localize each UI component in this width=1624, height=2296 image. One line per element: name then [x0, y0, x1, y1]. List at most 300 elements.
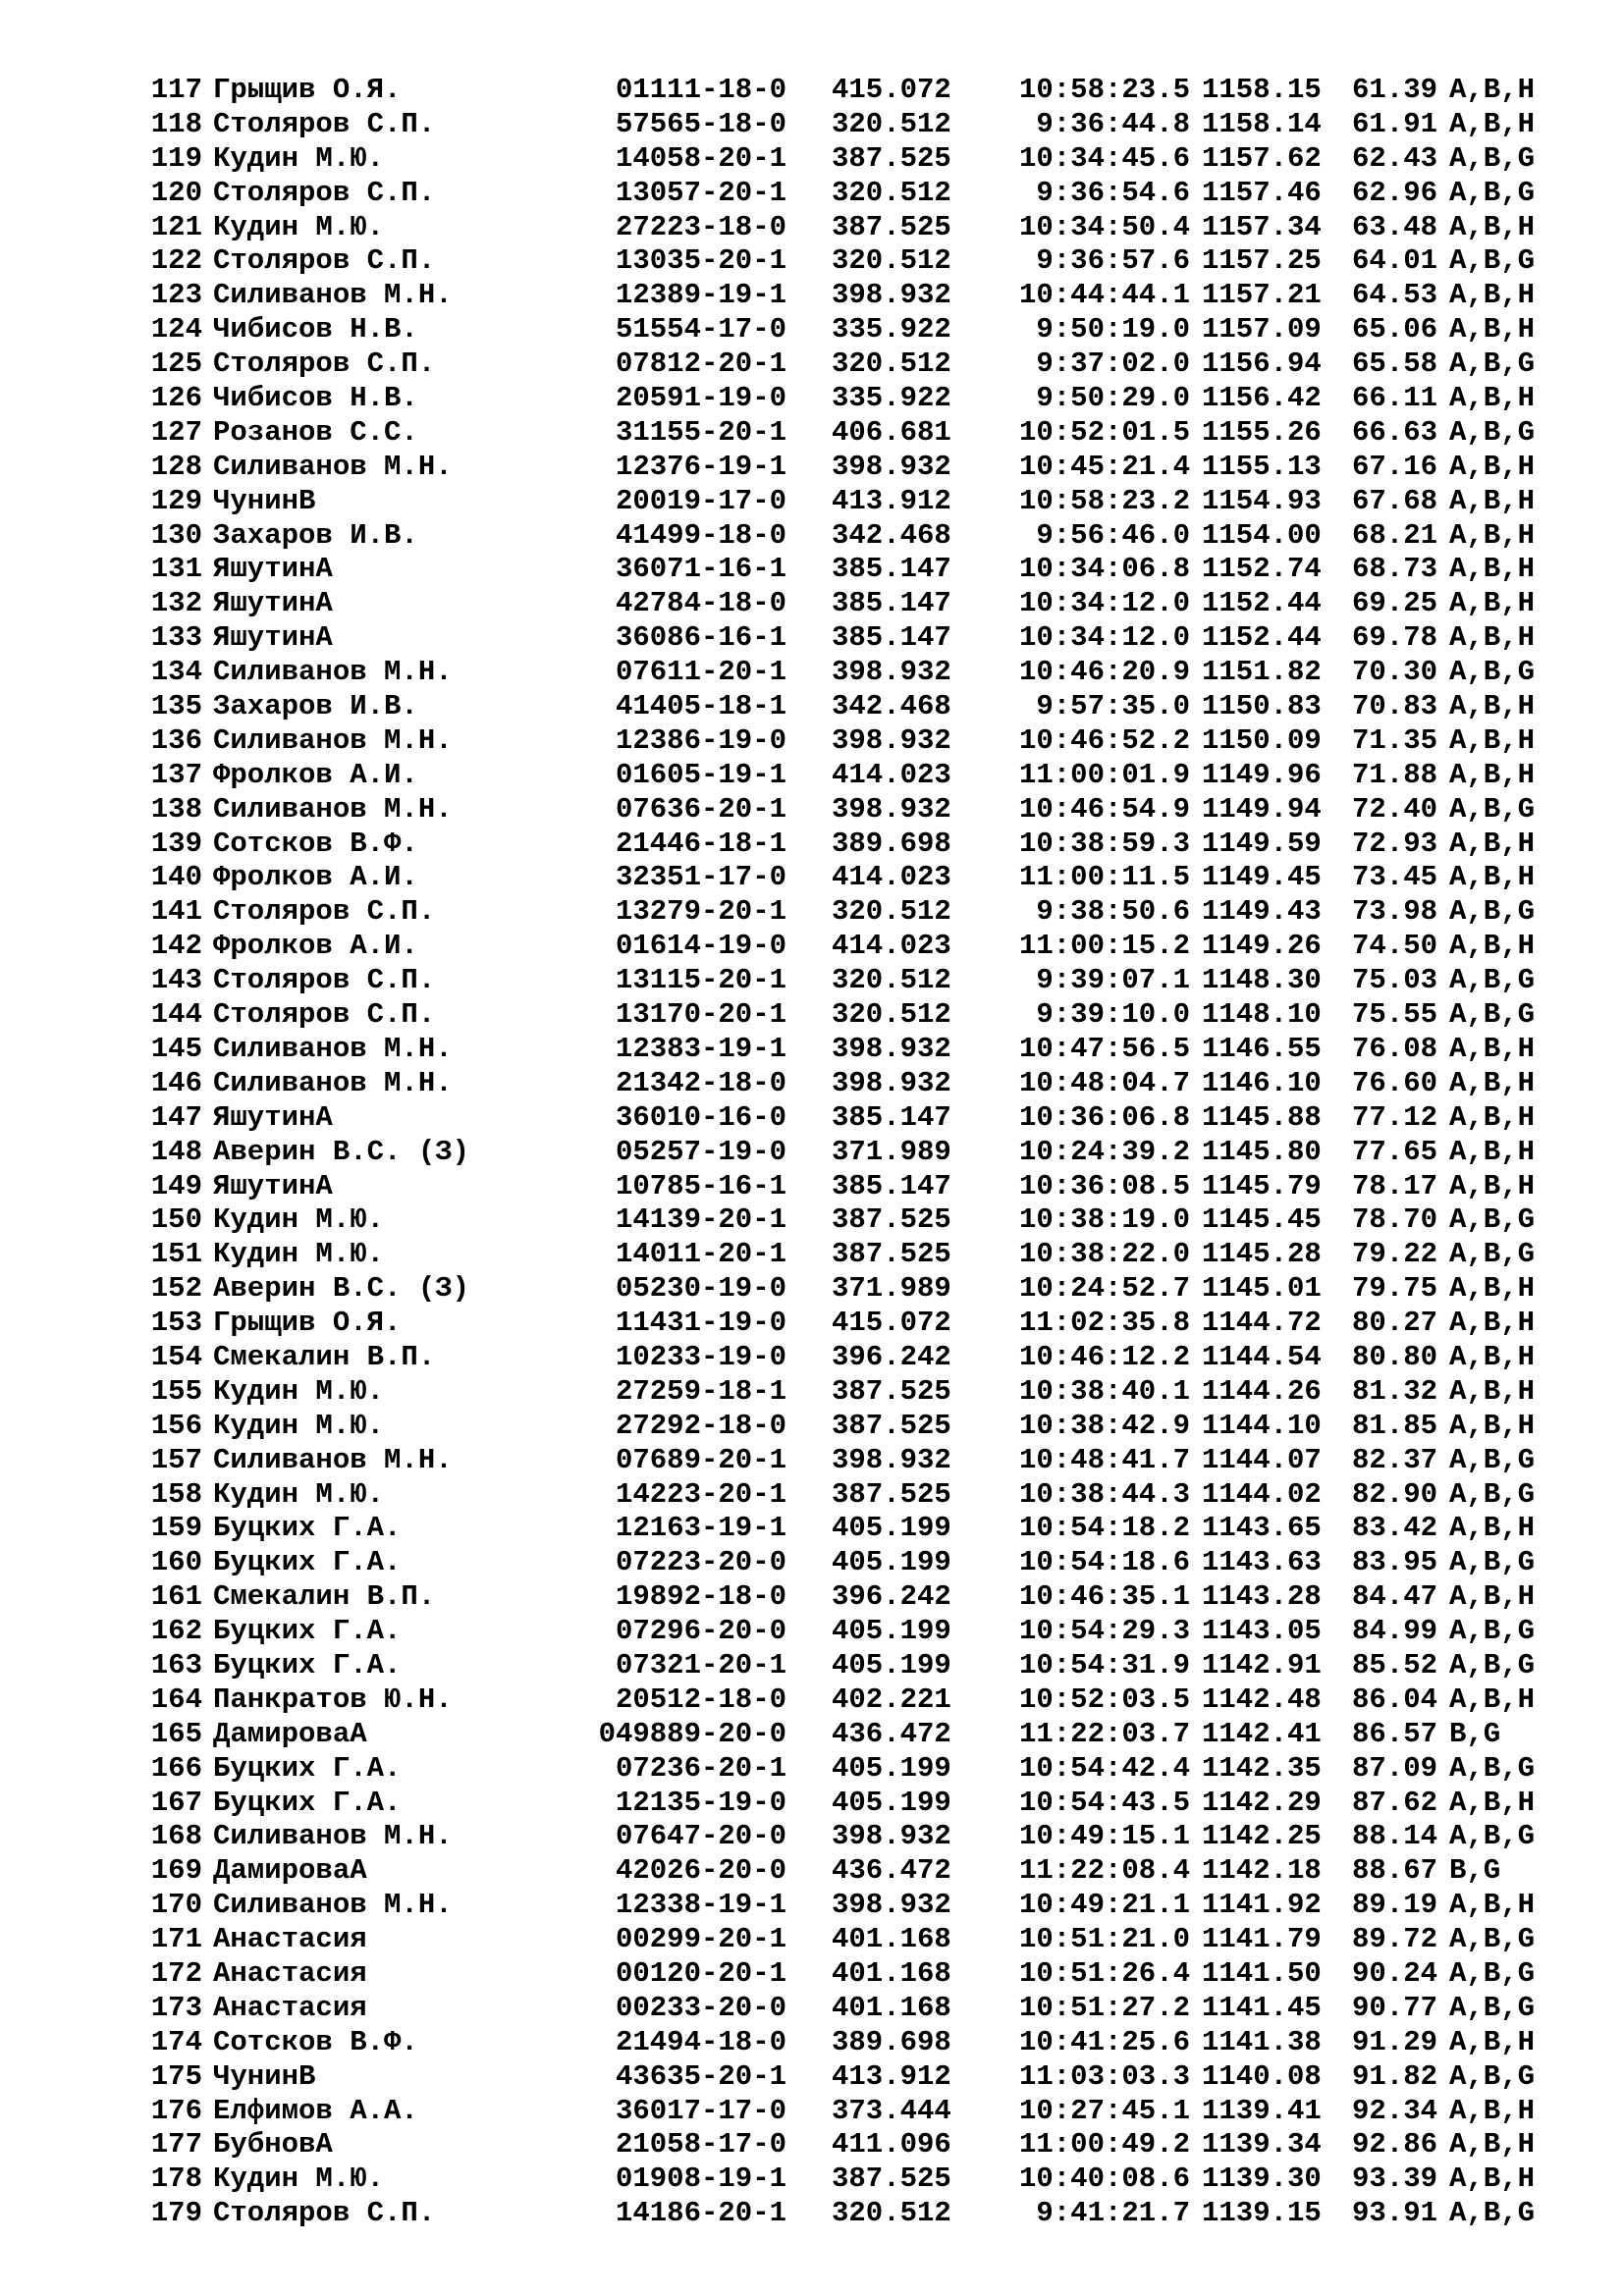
speed-cell: 1141.50: [1202, 1956, 1322, 1990]
name-cell: ЧунинВ: [213, 2059, 316, 2093]
name-cell: Кудин М.Ю.: [213, 210, 385, 243]
time-cell: 10:41:25.6: [1018, 2025, 1190, 2058]
time-cell: 9:57:35.0: [1036, 690, 1190, 723]
position-cell: 133: [150, 621, 202, 655]
coefficient-cell: 67.68: [1351, 484, 1437, 517]
coefficient-cell: 65.06: [1351, 313, 1437, 347]
ring-cell: 10233-19-0: [615, 1340, 786, 1373]
time-cell: 10:51:21.0: [1018, 1923, 1190, 1956]
time-cell: 10:46:20.9: [1018, 656, 1190, 689]
category-cell: A,B,H: [1449, 210, 1536, 243]
category-cell: A,B,G: [1449, 1991, 1536, 2024]
ring-cell: 11431-19-0: [615, 1307, 786, 1340]
name-cell: ЯшутинА: [213, 553, 333, 586]
category-cell: A,B,G: [1449, 792, 1536, 826]
category-cell: A,B,G: [1449, 176, 1536, 209]
time-cell: 10:38:40.1: [1018, 1374, 1190, 1408]
coefficient-cell: 92.86: [1351, 2128, 1437, 2162]
speed-cell: 1145.45: [1202, 1203, 1322, 1237]
ring-cell: 12163-19-1: [615, 1512, 786, 1545]
position-cell: 176: [150, 2094, 202, 2127]
ring-cell: 13035-20-1: [615, 244, 786, 278]
name-cell: Столяров С.П.: [213, 244, 436, 278]
position-cell: 118: [150, 107, 202, 140]
distance-cell: 414.023: [832, 758, 951, 791]
time-cell: 10:38:42.9: [1018, 1409, 1190, 1442]
coefficient-cell: 61.39: [1351, 74, 1437, 106]
ring-cell: 19892-18-0: [615, 1580, 786, 1614]
name-cell: Кудин М.Ю.: [213, 1409, 385, 1442]
speed-cell: 1152.44: [1202, 621, 1322, 655]
category-cell: A,B,G: [1449, 1820, 1536, 1853]
coefficient-cell: 90.77: [1351, 1991, 1437, 2024]
name-cell: Анастасия: [213, 1991, 367, 2024]
position-cell: 124: [150, 313, 202, 347]
ring-cell: 049889-20-0: [598, 1717, 786, 1750]
coefficient-cell: 92.34: [1351, 2094, 1437, 2127]
category-cell: A,B,H: [1449, 2025, 1536, 2058]
speed-cell: 1141.45: [1202, 1991, 1322, 2024]
coefficient-cell: 78.17: [1351, 1169, 1437, 1202]
position-cell: 129: [150, 484, 202, 517]
position-cell: 160: [150, 1546, 202, 1579]
name-cell: Фролков А.И.: [213, 758, 418, 791]
distance-cell: 389.698: [832, 2025, 951, 2058]
ring-cell: 10785-16-1: [615, 1169, 786, 1202]
speed-cell: 1157.46: [1202, 176, 1322, 209]
time-cell: 10:27:45.1: [1018, 2094, 1190, 2127]
distance-cell: 398.932: [832, 723, 951, 757]
coefficient-cell: 88.67: [1351, 1854, 1437, 1888]
speed-cell: 1155.26: [1202, 415, 1322, 449]
category-cell: A,B,H: [1449, 1409, 1536, 1442]
speed-cell: 1158.14: [1202, 107, 1322, 140]
time-cell: 10:38:59.3: [1018, 827, 1190, 860]
ring-cell: 14186-20-1: [615, 2197, 786, 2230]
name-cell: ЯшутинА: [213, 1100, 333, 1134]
name-cell: Сотсков В.Ф.: [213, 2025, 418, 2058]
distance-cell: 320.512: [832, 347, 951, 381]
distance-cell: 387.525: [832, 1203, 951, 1237]
position-cell: 136: [150, 723, 202, 757]
ring-cell: 13057-20-1: [615, 176, 786, 209]
name-cell: Буцких Г.А.: [213, 1512, 402, 1545]
speed-cell: 1144.26: [1202, 1374, 1322, 1408]
coefficient-cell: 91.29: [1351, 2025, 1437, 2058]
name-cell: ЯшутинА: [213, 1169, 333, 1202]
name-cell: Елфимов А.А.: [213, 2094, 418, 2127]
position-cell: 163: [150, 1648, 202, 1682]
distance-cell: 405.199: [832, 1751, 951, 1785]
position-cell: 168: [150, 1820, 202, 1853]
distance-cell: 398.932: [832, 1889, 951, 1922]
position-cell: 174: [150, 2025, 202, 2058]
position-cell: 139: [150, 827, 202, 860]
ring-cell: 07236-20-1: [615, 1751, 786, 1785]
time-cell: 10:24:52.7: [1018, 1272, 1190, 1306]
distance-cell: 414.023: [832, 930, 951, 963]
ring-cell: 01111-18-0: [615, 74, 786, 106]
speed-cell: 1144.02: [1202, 1477, 1322, 1511]
time-cell: 10:24:39.2: [1018, 1135, 1190, 1168]
name-cell: Кудин М.Ю.: [213, 1238, 385, 1271]
position-cell: 138: [150, 792, 202, 826]
name-cell: ЯшутинА: [213, 587, 333, 620]
coefficient-cell: 91.82: [1351, 2059, 1437, 2093]
distance-cell: 415.072: [832, 74, 951, 106]
name-cell: Смекалин В.П.: [213, 1580, 436, 1614]
coefficient-cell: 65.58: [1351, 347, 1437, 381]
speed-cell: 1149.26: [1202, 930, 1322, 963]
speed-cell: 1146.10: [1202, 1066, 1322, 1099]
coefficient-cell: 72.40: [1351, 792, 1437, 826]
coefficient-cell: 81.32: [1351, 1374, 1437, 1408]
coefficient-cell: 61.91: [1351, 107, 1437, 140]
speed-cell: 1145.01: [1202, 1272, 1322, 1306]
time-cell: 9:56:46.0: [1036, 518, 1190, 552]
speed-cell: 1141.92: [1202, 1889, 1322, 1922]
time-cell: 11:03:03.3: [1018, 2059, 1190, 2093]
coefficient-cell: 71.88: [1351, 758, 1437, 791]
ring-cell: 00299-20-1: [615, 1923, 786, 1956]
time-cell: 10:44:44.1: [1018, 279, 1190, 312]
ring-cell: 07647-20-0: [615, 1820, 786, 1853]
position-cell: 158: [150, 1477, 202, 1511]
time-cell: 10:54:29.3: [1018, 1615, 1190, 1648]
speed-cell: 1150.83: [1202, 690, 1322, 723]
time-cell: 10:38:22.0: [1018, 1238, 1190, 1271]
name-cell: Силиванов М.Н.: [213, 792, 453, 826]
category-cell: A,B,H: [1449, 1169, 1536, 1202]
name-cell: Столяров С.П.: [213, 107, 436, 140]
distance-cell: 342.468: [832, 690, 951, 723]
speed-cell: 1144.10: [1202, 1409, 1322, 1442]
position-cell: 177: [150, 2128, 202, 2162]
coefficient-cell: 83.95: [1351, 1546, 1437, 1579]
ring-cell: 13279-20-1: [615, 895, 786, 929]
position-cell: 149: [150, 1169, 202, 1202]
ring-cell: 12386-19-0: [615, 723, 786, 757]
position-cell: 127: [150, 415, 202, 449]
name-cell: Фролков А.И.: [213, 861, 418, 894]
distance-cell: 335.922: [832, 382, 951, 415]
speed-cell: 1150.09: [1202, 723, 1322, 757]
ring-cell: 27259-18-1: [615, 1374, 786, 1408]
time-cell: 9:39:10.0: [1036, 998, 1190, 1032]
category-cell: A,B,H: [1449, 1100, 1536, 1134]
distance-cell: 342.468: [832, 518, 951, 552]
category-cell: A,B,G: [1449, 1615, 1536, 1648]
distance-cell: 414.023: [832, 861, 951, 894]
ring-cell: 07812-20-1: [615, 347, 786, 381]
ring-cell: 21494-18-0: [615, 2025, 786, 2058]
time-cell: 10:49:15.1: [1018, 1820, 1190, 1853]
distance-cell: 398.932: [832, 792, 951, 826]
position-cell: 141: [150, 895, 202, 929]
name-cell: Буцких Г.А.: [213, 1751, 402, 1785]
coefficient-cell: 77.12: [1351, 1100, 1437, 1134]
category-cell: A,B,G: [1449, 2197, 1536, 2230]
distance-cell: 398.932: [832, 1820, 951, 1853]
category-cell: A,B,H: [1449, 1512, 1536, 1545]
coefficient-cell: 74.50: [1351, 930, 1437, 963]
speed-cell: 1152.44: [1202, 587, 1322, 620]
ring-cell: 20512-18-0: [615, 1682, 786, 1716]
speed-cell: 1144.72: [1202, 1307, 1322, 1340]
time-cell: 10:46:52.2: [1018, 723, 1190, 757]
ring-cell: 00233-20-0: [615, 1991, 786, 2024]
position-cell: 144: [150, 998, 202, 1032]
coefficient-cell: 76.08: [1351, 1032, 1437, 1065]
coefficient-cell: 78.70: [1351, 1203, 1437, 1237]
time-cell: 10:51:26.4: [1018, 1956, 1190, 1990]
ring-cell: 36010-16-0: [615, 1100, 786, 1134]
ring-cell: 20591-19-0: [615, 382, 786, 415]
time-cell: 11:00:49.2: [1018, 2128, 1190, 2162]
time-cell: 10:45:21.4: [1018, 450, 1190, 483]
distance-cell: 436.472: [832, 1854, 951, 1888]
position-cell: 148: [150, 1135, 202, 1168]
speed-cell: 1141.38: [1202, 2025, 1322, 2058]
speed-cell: 1144.07: [1202, 1443, 1322, 1476]
coefficient-cell: 80.80: [1351, 1340, 1437, 1373]
position-cell: 142: [150, 930, 202, 963]
coefficient-cell: 89.19: [1351, 1889, 1437, 1922]
speed-cell: 1157.34: [1202, 210, 1322, 243]
coefficient-cell: 62.43: [1351, 141, 1437, 175]
name-cell: Столяров С.П.: [213, 998, 436, 1032]
distance-cell: 320.512: [832, 895, 951, 929]
position-cell: 132: [150, 587, 202, 620]
category-cell: A,B,H: [1449, 553, 1536, 586]
name-cell: Силиванов М.Н.: [213, 1889, 453, 1922]
speed-cell: 1154.93: [1202, 484, 1322, 517]
category-cell: A,B,H: [1449, 1135, 1536, 1168]
category-cell: A,B,H: [1449, 313, 1536, 347]
category-cell: A,B,H: [1449, 1272, 1536, 1306]
position-cell: 175: [150, 2059, 202, 2093]
position-cell: 155: [150, 1374, 202, 1408]
category-cell: A,B,H: [1449, 861, 1536, 894]
coefficient-cell: 70.30: [1351, 656, 1437, 689]
distance-cell: 385.147: [832, 621, 951, 655]
speed-cell: 1143.65: [1202, 1512, 1322, 1545]
speed-cell: 1139.15: [1202, 2197, 1322, 2230]
time-cell: 10:48:04.7: [1018, 1066, 1190, 1099]
position-cell: 125: [150, 347, 202, 381]
category-cell: A,B,H: [1449, 2094, 1536, 2127]
position-cell: 171: [150, 1923, 202, 1956]
speed-cell: 1155.13: [1202, 450, 1322, 483]
position-cell: 159: [150, 1512, 202, 1545]
name-cell: Розанов С.С.: [213, 415, 418, 449]
category-cell: A,B,H: [1449, 1889, 1536, 1922]
category-cell: A,B,G: [1449, 244, 1536, 278]
speed-cell: 1149.59: [1202, 827, 1322, 860]
time-cell: 10:58:23.2: [1018, 484, 1190, 517]
name-cell: Силиванов М.Н.: [213, 1820, 453, 1853]
category-cell: A,B,H: [1449, 382, 1536, 415]
position-cell: 140: [150, 861, 202, 894]
speed-cell: 1157.09: [1202, 313, 1322, 347]
name-cell: Захаров И.В.: [213, 518, 418, 552]
time-cell: 10:46:54.9: [1018, 792, 1190, 826]
category-cell: A,B,H: [1449, 758, 1536, 791]
ring-cell: 36071-16-1: [615, 553, 786, 586]
name-cell: Столяров С.П.: [213, 176, 436, 209]
ring-cell: 21342-18-0: [615, 1066, 786, 1099]
ring-cell: 41405-18-1: [615, 690, 786, 723]
coefficient-cell: 89.72: [1351, 1923, 1437, 1956]
coefficient-cell: 69.78: [1351, 621, 1437, 655]
position-cell: 154: [150, 1340, 202, 1373]
time-cell: 10:47:56.5: [1018, 1032, 1190, 1065]
ring-cell: 01614-19-0: [615, 930, 786, 963]
coefficient-cell: 93.39: [1351, 2163, 1437, 2196]
name-cell: Аверин В.С. (З): [213, 1272, 470, 1306]
distance-cell: 387.525: [832, 1238, 951, 1271]
coefficient-cell: 64.53: [1351, 279, 1437, 312]
time-cell: 9:37:02.0: [1036, 347, 1190, 381]
ring-cell: 51554-17-0: [615, 313, 786, 347]
speed-cell: 1143.05: [1202, 1615, 1322, 1648]
category-cell: A,B,G: [1449, 1956, 1536, 1990]
coefficient-cell: 72.93: [1351, 827, 1437, 860]
position-cell: 169: [150, 1854, 202, 1888]
category-cell: A,B,G: [1449, 998, 1536, 1032]
category-cell: A,B,H: [1449, 1307, 1536, 1340]
ring-cell: 07611-20-1: [615, 656, 786, 689]
position-cell: 128: [150, 450, 202, 483]
speed-cell: 1148.10: [1202, 998, 1322, 1032]
speed-cell: 1152.74: [1202, 553, 1322, 586]
position-cell: 135: [150, 690, 202, 723]
category-cell: A,B,G: [1449, 895, 1536, 929]
time-cell: 9:39:07.1: [1036, 964, 1190, 997]
category-cell: A,B,H: [1449, 587, 1536, 620]
distance-cell: 387.525: [832, 1374, 951, 1408]
position-cell: 165: [150, 1717, 202, 1750]
position-cell: 126: [150, 382, 202, 415]
speed-cell: 1148.30: [1202, 964, 1322, 997]
ring-cell: 07296-20-0: [615, 1615, 786, 1648]
time-cell: 10:38:44.3: [1018, 1477, 1190, 1511]
speed-cell: 1156.42: [1202, 382, 1322, 415]
coefficient-cell: 71.35: [1351, 723, 1437, 757]
coefficient-cell: 79.75: [1351, 1272, 1437, 1306]
position-cell: 120: [150, 176, 202, 209]
category-cell: A,B,H: [1449, 74, 1536, 106]
speed-cell: 1157.21: [1202, 279, 1322, 312]
distance-cell: 396.242: [832, 1580, 951, 1614]
distance-cell: 385.147: [832, 553, 951, 586]
coefficient-cell: 80.27: [1351, 1307, 1437, 1340]
position-cell: 179: [150, 2197, 202, 2230]
distance-cell: 405.199: [832, 1512, 951, 1545]
speed-cell: 1149.94: [1202, 792, 1322, 826]
time-cell: 10:51:27.2: [1018, 1991, 1190, 2024]
position-cell: 117: [150, 74, 202, 106]
ring-cell: 21446-18-1: [615, 827, 786, 860]
distance-cell: 335.922: [832, 313, 951, 347]
category-cell: B,G: [1449, 1854, 1501, 1888]
coefficient-cell: 69.25: [1351, 587, 1437, 620]
ring-cell: 27223-18-0: [615, 210, 786, 243]
category-cell: A,B,G: [1449, 1443, 1536, 1476]
category-cell: A,B,H: [1449, 690, 1536, 723]
position-cell: 119: [150, 141, 202, 175]
position-cell: 143: [150, 964, 202, 997]
distance-cell: 385.147: [832, 1169, 951, 1202]
speed-cell: 1142.25: [1202, 1820, 1322, 1853]
name-cell: Столяров С.П.: [213, 347, 436, 381]
coefficient-cell: 85.52: [1351, 1648, 1437, 1682]
name-cell: Чибисов Н.В.: [213, 313, 418, 347]
time-cell: 10:34:50.4: [1018, 210, 1190, 243]
ring-cell: 42026-20-0: [615, 1854, 786, 1888]
category-cell: A,B,H: [1449, 621, 1536, 655]
category-cell: A,B,H: [1449, 279, 1536, 312]
coefficient-cell: 68.21: [1351, 518, 1437, 552]
coefficient-cell: 93.91: [1351, 2197, 1437, 2230]
name-cell: Аверин В.С. (З): [213, 1135, 470, 1168]
position-cell: 178: [150, 2163, 202, 2196]
coefficient-cell: 82.90: [1351, 1477, 1437, 1511]
name-cell: Столяров С.П.: [213, 2197, 436, 2230]
speed-cell: 1139.34: [1202, 2128, 1322, 2162]
name-cell: Кудин М.Ю.: [213, 1374, 385, 1408]
speed-cell: 1141.79: [1202, 1923, 1322, 1956]
distance-cell: 401.168: [832, 1923, 951, 1956]
name-cell: Кудин М.Ю.: [213, 1477, 385, 1511]
time-cell: 9:36:54.6: [1036, 176, 1190, 209]
category-cell: A,B,H: [1449, 930, 1536, 963]
time-cell: 10:36:08.5: [1018, 1169, 1190, 1202]
position-cell: 172: [150, 1956, 202, 1990]
coefficient-cell: 87.09: [1351, 1751, 1437, 1785]
coefficient-cell: 77.65: [1351, 1135, 1437, 1168]
category-cell: A,B,G: [1449, 2059, 1536, 2093]
ring-cell: 42784-18-0: [615, 587, 786, 620]
time-cell: 9:36:57.6: [1036, 244, 1190, 278]
name-cell: Грыщив О.Я.: [213, 1307, 402, 1340]
category-cell: A,B,G: [1449, 1477, 1536, 1511]
name-cell: Фролков А.И.: [213, 930, 418, 963]
time-cell: 9:41:21.7: [1036, 2197, 1190, 2230]
category-cell: A,B,H: [1449, 723, 1536, 757]
distance-cell: 398.932: [832, 656, 951, 689]
ring-cell: 07223-20-0: [615, 1546, 786, 1579]
distance-cell: 398.932: [832, 1066, 951, 1099]
speed-cell: 1143.28: [1202, 1580, 1322, 1614]
distance-cell: 320.512: [832, 176, 951, 209]
coefficient-cell: 67.16: [1351, 450, 1437, 483]
speed-cell: 1149.96: [1202, 758, 1322, 791]
category-cell: A,B,H: [1449, 1682, 1536, 1716]
category-cell: A,B,G: [1449, 415, 1536, 449]
speed-cell: 1146.55: [1202, 1032, 1322, 1065]
time-cell: 10:34:45.6: [1018, 141, 1190, 175]
speed-cell: 1145.88: [1202, 1100, 1322, 1134]
category-cell: A,B,H: [1449, 1340, 1536, 1373]
category-cell: A,B,H: [1449, 1580, 1536, 1614]
time-cell: 9:36:44.8: [1036, 107, 1190, 140]
ring-cell: 14011-20-1: [615, 1238, 786, 1271]
distance-cell: 402.221: [832, 1682, 951, 1716]
category-cell: A,B,H: [1449, 2163, 1536, 2196]
coefficient-cell: 84.99: [1351, 1615, 1437, 1648]
time-cell: 11:22:08.4: [1018, 1854, 1190, 1888]
